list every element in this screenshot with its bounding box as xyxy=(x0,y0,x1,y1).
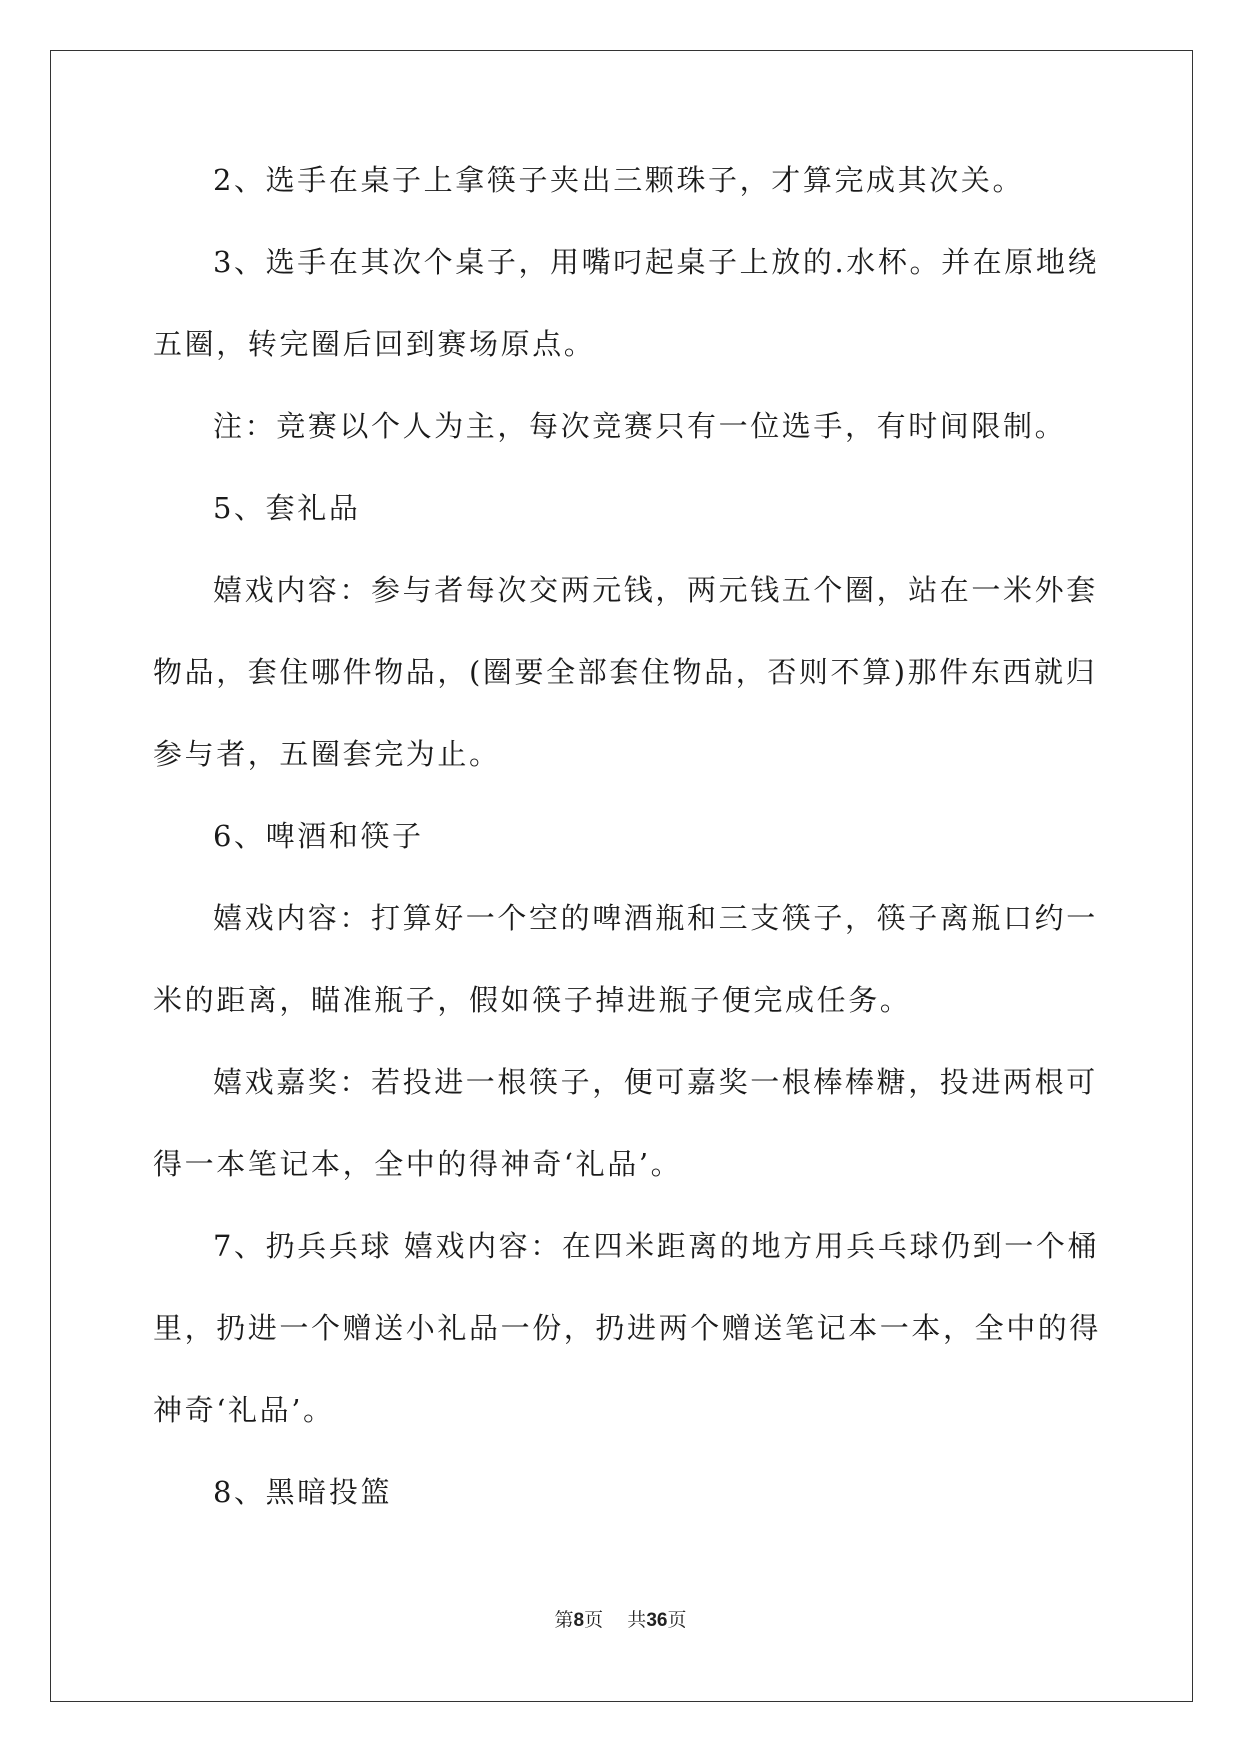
section-heading: 6、啤酒和筷子 xyxy=(213,819,424,853)
paragraph-line: 得一本笔记本，全中的得神奇‘礼品’。 xyxy=(153,1147,683,1181)
paragraph-line: 米的距离，瞄准瓶子，假如筷子掉进瓶子便完成任务。 xyxy=(153,983,912,1017)
paragraph-line: 2、选手在桌子上拿筷子夹出三颗珠子，才算完成其次关。 xyxy=(213,163,1025,197)
paragraph-line: 里，扔进一个赠送小礼品一份，扔进两个赠送笔记本一本，全中的得 xyxy=(153,1311,1102,1345)
paragraph-line: 参与者，五圈套完为止。 xyxy=(153,737,501,771)
paragraph-line: 嬉戏内容：参与者每次交两元钱，两元钱五个圈，站在一米外套 xyxy=(213,573,1098,607)
footer-prefix: 第 xyxy=(554,1609,574,1631)
paragraph-line: 7、扔兵兵球 嬉戏内容：在四米距离的地方用兵乓球仍到一个桶 xyxy=(213,1229,1100,1263)
paragraph-line: 3、选手在其次个桌子，用嘴叼起桌子上放的.水杯。并在原地绕 xyxy=(213,245,1100,279)
page-footer xyxy=(0,1608,1241,1633)
section-heading: 5、套礼品 xyxy=(213,491,361,525)
document-body xyxy=(153,160,1102,1554)
paragraph-line: 物品，套住哪件物品，(圈要全部套住物品，否则不算)那件东西就归 xyxy=(153,655,1098,689)
paragraph-line: 嬉戏内容：打算好一个空的啤酒瓶和三支筷子，筷子离瓶口约一 xyxy=(213,901,1098,935)
footer-page-suffix: 页 xyxy=(584,1609,604,1631)
section-heading: 8、黑暗投篮 xyxy=(213,1475,393,1509)
total-pages: 36 xyxy=(646,1610,668,1631)
paragraph-line: 五圈，转完圈后回到赛场原点。 xyxy=(153,327,596,361)
paragraph-line: 注：竞赛以个人为主，每次竞赛只有一位选手，有时间限制。 xyxy=(213,409,1067,443)
paragraph-line: 神奇‘礼品’。 xyxy=(153,1393,335,1427)
footer-total-prefix: 共 xyxy=(627,1609,647,1631)
footer-total-suffix: 页 xyxy=(667,1609,687,1631)
paragraph-line: 嬉戏嘉奖：若投进一根筷子，便可嘉奖一根棒棒糖，投进两根可 xyxy=(213,1065,1098,1099)
page-number: 8 xyxy=(573,1610,585,1631)
